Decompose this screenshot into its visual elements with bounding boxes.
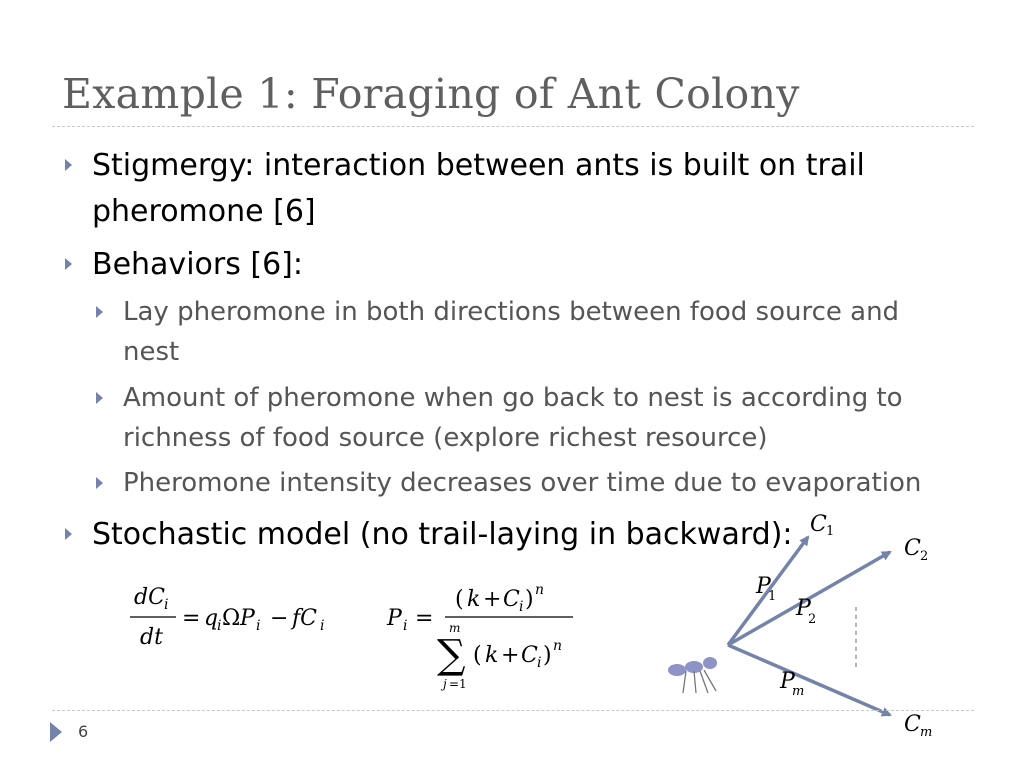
svg-text:dC: dC <box>134 585 165 610</box>
subbullet-amount-line2: richness of food source (explore richest resource) <box>123 423 768 453</box>
svg-text:(: ( <box>455 587 464 612</box>
svg-text:P: P <box>387 606 402 631</box>
label-pm: P <box>780 669 795 694</box>
page-number: 6 <box>78 722 89 741</box>
svg-text:i: i <box>320 618 325 634</box>
equation-rate-of-change <box>120 580 360 660</box>
svg-text:+: + <box>501 643 520 668</box>
label-p1-sub: 1 <box>768 589 777 604</box>
label-p2: P <box>796 596 811 621</box>
ant-foraging-diagram <box>650 505 950 745</box>
svg-text:n: n <box>535 582 545 598</box>
svg-text:dt: dt <box>140 625 163 650</box>
svg-text:=: = <box>182 606 201 631</box>
svg-text:=1: =1 <box>449 677 467 691</box>
svg-text:(: ( <box>473 643 482 668</box>
bullet-stigmergy-line1: Stigmergy: interaction between ants is built on trail <box>92 148 865 183</box>
svg-text:m: m <box>449 621 461 635</box>
slide-title: Example 1: Foraging of Ant Colony <box>62 70 800 118</box>
trail-arrow-cm <box>728 645 890 715</box>
title-divider <box>52 126 974 127</box>
label-cm: C <box>904 712 921 737</box>
bullet-stigmergy-line2: pheromone [6] <box>92 194 316 229</box>
svg-text:Ω: Ω <box>222 606 241 631</box>
subbullet-lay-pheromone-line1: Lay pheromone in both directions between food source and <box>123 297 900 327</box>
label-c1-sub: 1 <box>826 524 835 539</box>
svg-text:k: k <box>485 643 499 668</box>
svg-text:k: k <box>467 587 481 612</box>
label-p1: P <box>756 574 771 599</box>
svg-text:i: i <box>403 618 408 634</box>
svg-text:C: C <box>503 587 520 612</box>
svg-text:j: j <box>443 677 447 691</box>
footer-arrow-icon <box>50 722 62 742</box>
svg-text:fC: fC <box>292 606 317 631</box>
subbullet-arrow-icon <box>96 477 103 489</box>
svg-text:): ) <box>525 587 534 612</box>
subbullet-arrow-icon <box>96 392 103 404</box>
label-c2: C <box>904 536 921 561</box>
equation-probability <box>385 580 585 695</box>
bullet-stochastic-model: Stochastic model (no trail-laying in backward): <box>92 517 793 552</box>
svg-text:): ) <box>543 643 552 668</box>
footer-divider <box>52 710 974 711</box>
svg-text:n: n <box>553 638 563 654</box>
subbullet-arrow-icon <box>96 306 103 318</box>
bullet-arrow-icon <box>65 258 72 270</box>
svg-text:i: i <box>217 618 222 634</box>
label-c2-sub: 2 <box>920 549 929 564</box>
subbullet-amount-line1: Amount of pheromone when go back to nest is according to <box>123 383 903 413</box>
bullet-behaviors: Behaviors [6]: <box>92 247 303 282</box>
svg-text:i: i <box>519 599 524 615</box>
svg-text:i: i <box>164 597 169 613</box>
label-c1: C <box>810 512 827 537</box>
svg-text:C: C <box>521 643 538 668</box>
ant-icon <box>668 657 717 693</box>
svg-text:i: i <box>537 655 542 671</box>
svg-text:q: q <box>204 606 219 631</box>
bullet-arrow-icon <box>65 528 72 540</box>
svg-text:=: = <box>415 606 434 631</box>
label-pm-sub: m <box>792 684 805 699</box>
svg-text:P: P <box>240 606 255 631</box>
svg-text:+: + <box>483 587 502 612</box>
subbullet-lay-pheromone-line2: nest <box>123 337 180 367</box>
bullet-arrow-icon <box>65 159 72 171</box>
subbullet-evaporation: Pheromone intensity decreases over time due to evaporation <box>123 468 922 498</box>
svg-text:−: − <box>270 606 289 631</box>
label-p2-sub: 2 <box>808 612 817 627</box>
svg-text:i: i <box>256 618 261 634</box>
label-cm-sub: m <box>920 725 933 740</box>
svg-text:∑: ∑ <box>437 632 466 678</box>
